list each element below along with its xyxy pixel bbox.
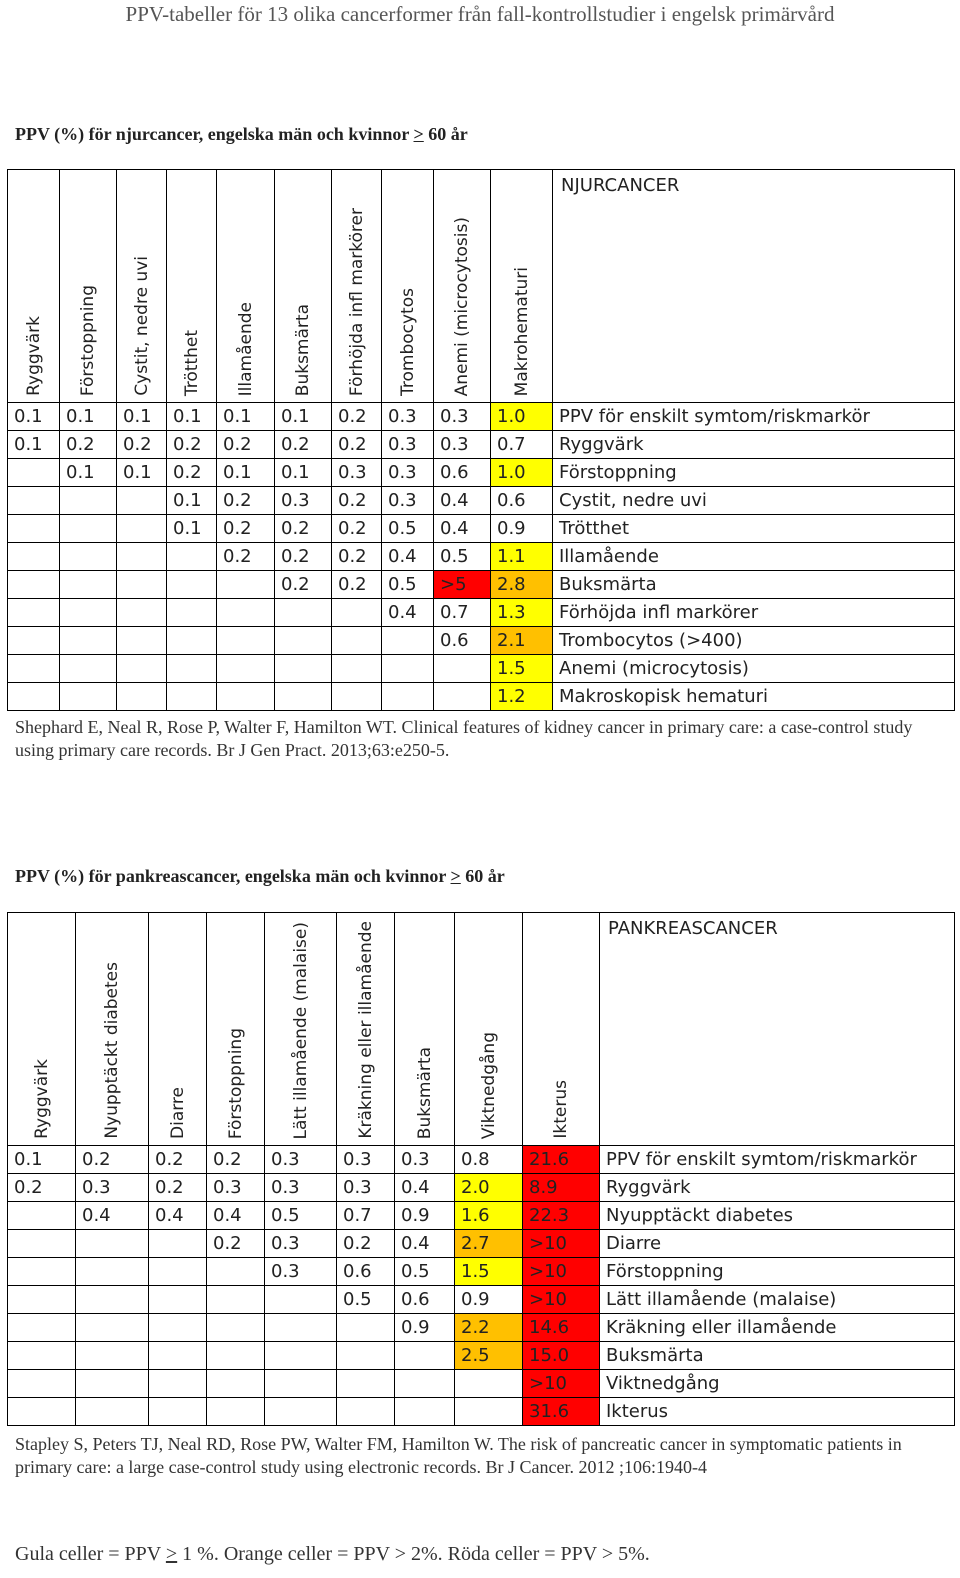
ppv-cell: 22.3 [523,1202,600,1230]
ppv-cell [149,1314,207,1342]
njur-citation: Shephard E, Neal R, Rose P, Walter F, Hamilton WT. Clinical features of kidney cancer in primary care: a case-control study using primary care records. Br J Gen Pract. 2013;63:e250-5. [15,717,913,760]
ppv-cell: 0.1 [117,403,167,431]
ppv-cell [217,627,275,655]
ppv-cell: 0.3 [265,1230,337,1258]
ppv-cell [167,655,217,683]
ppv-cell [8,487,60,515]
ppv-cell [217,655,275,683]
njur-heading-prefix: PPV (%) för njurcancer, engelska män och kvinnor [15,124,414,144]
ppv-cell: 0.1 [8,431,60,459]
table-row [8,683,955,711]
njur-column-header [491,170,553,403]
ppv-cell [8,1286,76,1314]
ppv-cell [149,1230,207,1258]
ppv-cell [60,543,117,571]
ppv-cell [8,1370,76,1398]
ppv-cell [8,1258,76,1286]
ppv-cell [265,1370,337,1398]
ppv-cell [217,683,275,711]
ppv-cell [275,683,332,711]
row-label: Kräkning eller illamående [600,1314,955,1342]
ppv-cell [332,599,382,627]
ppv-cell [8,1314,76,1342]
pankreas-column-header [207,913,265,1146]
njur-table [7,169,955,711]
ppv-cell: 0.6 [434,627,491,655]
legend-suffix: 1 %. Orange celler = PPV > 2%. Röda celler = PPV > 5%. [177,1543,650,1565]
row-label: Lätt illamående (malaise) [600,1286,955,1314]
pankreas-column-header [265,913,337,1146]
ppv-cell: 31.6 [523,1398,600,1426]
ppv-cell: 1.0 [491,459,553,487]
ppv-cell: 0.6 [395,1286,455,1314]
ppv-cell: 0.2 [217,487,275,515]
row-label: Förstoppning [553,459,955,487]
njur-column-label: Anemi (microcytosis) [452,216,472,396]
pankreas-citation: Stapley S, Peters TJ, Neal RD, Rose PW, Walter FM, Hamilton W. The risk of pancreatic cancer in symptomatic patients in primary care: a large case-control study using electronic records. Br J Cancer. 2012 ;106:1940-4 [15,1434,902,1477]
ppv-cell: 0.3 [275,487,332,515]
ppv-cell [149,1286,207,1314]
pankreas-column-label: Viktnedgång [478,1031,499,1139]
ppv-cell [332,627,382,655]
row-label: Förstoppning [600,1258,955,1286]
ppv-cell [8,459,60,487]
ppv-cell: 0.4 [434,515,491,543]
ppv-cell: 21.6 [523,1146,600,1174]
ppv-cell [117,571,167,599]
ppv-cell [60,683,117,711]
ppv-cell: 0.9 [395,1202,455,1230]
table-row [8,459,955,487]
ppv-cell: 0.3 [265,1258,337,1286]
ppv-cell: 0.2 [332,515,382,543]
row-label: Ryggvärk [600,1174,955,1202]
ppv-cell: 0.2 [275,515,332,543]
ppv-cell [76,1286,149,1314]
ppv-cell [332,655,382,683]
ppv-cell: 1.1 [491,543,553,571]
row-label: PPV för enskilt symtom/riskmarkör [553,403,955,431]
ppv-cell [8,1342,76,1370]
njur-column-header [275,170,332,403]
ppv-cell: 0.1 [167,487,217,515]
ppv-cell: 0.4 [382,543,434,571]
ppv-cell [265,1286,337,1314]
pankreas-column-header [149,913,207,1146]
ppv-cell: 0.5 [382,571,434,599]
ppv-cell: 0.3 [337,1146,395,1174]
ppv-cell: 0.5 [434,543,491,571]
pankreas-column-header [8,913,76,1146]
ppv-cell: 0.6 [337,1258,395,1286]
njur-column-label: Illamående [235,301,256,396]
ppv-cell: 0.5 [337,1286,395,1314]
row-label: Nyupptäckt diabetes [600,1202,955,1230]
ppv-cell: 0.5 [395,1258,455,1286]
row-label: Viktnedgång [600,1370,955,1398]
pankreas-heading [15,866,505,887]
ppv-cell: 0.2 [167,431,217,459]
table-row [8,1286,955,1314]
ppv-cell [275,627,332,655]
ppv-cell: 0.3 [382,431,434,459]
ppv-cell: 0.8 [455,1146,523,1174]
table-row [8,1202,955,1230]
table-row [8,599,955,627]
ppv-cell [117,683,167,711]
ppv-cell [217,571,275,599]
ppv-cell: 0.2 [117,431,167,459]
ppv-cell [382,683,434,711]
ppv-cell [117,599,167,627]
pankreas-column-label: Buksmärta [414,1046,435,1139]
ppv-cell [382,627,434,655]
ppv-cell [275,655,332,683]
ppv-cell: 0.1 [275,403,332,431]
ppv-cell: 0.7 [491,431,553,459]
table-row [8,1370,955,1398]
ppv-cell: 0.1 [217,403,275,431]
ppv-cell: 0.3 [337,1174,395,1202]
ppv-cell [8,1202,76,1230]
pankreas-heading-ge: > [450,866,461,886]
ppv-cell [167,543,217,571]
ppv-cell: 0.2 [332,403,382,431]
njur-heading-suffix: 60 år [423,124,468,144]
ppv-cell: 0.6 [434,459,491,487]
ppv-cell [455,1398,523,1426]
ppv-cell: 0.2 [332,431,382,459]
ppv-cell: 0.2 [275,571,332,599]
row-label: Ryggvärk [553,431,955,459]
ppv-cell [117,543,167,571]
ppv-cell: 0.9 [455,1286,523,1314]
ppv-cell [337,1342,395,1370]
njur-column-header [217,170,275,403]
ppv-cell [434,655,491,683]
ppv-cell: 2.0 [455,1174,523,1202]
table-row [8,543,955,571]
ppv-cell: 0.2 [337,1230,395,1258]
ppv-cell: 0.4 [434,487,491,515]
ppv-cell: 0.2 [332,571,382,599]
ppv-cell: 0.2 [60,431,117,459]
ppv-cell: 15.0 [523,1342,600,1370]
ppv-cell: 0.1 [217,459,275,487]
table-row [8,1314,955,1342]
njur-column-header [60,170,117,403]
ppv-cell [149,1258,207,1286]
pankreas-column-header [395,913,455,1146]
ppv-cell: 0.2 [217,431,275,459]
table-row [8,1146,955,1174]
ppv-cell [76,1370,149,1398]
table-row [8,1174,955,1202]
ppv-cell: 0.2 [8,1174,76,1202]
table-row [8,487,955,515]
page-title: PPV-tabeller för 13 olika cancerformer från fall-kontrollstudier i engelsk primärvård [125,2,835,26]
ppv-cell: 0.4 [207,1202,265,1230]
ppv-cell [265,1314,337,1342]
ppv-cell: 0.2 [332,487,382,515]
ppv-cell [8,627,60,655]
ppv-cell [207,1258,265,1286]
njur-column-label: Trombocytos [397,288,418,396]
table-row [8,1258,955,1286]
ppv-cell [117,487,167,515]
pankreas-heading-suffix: 60 år [460,866,505,886]
ppv-cell [455,1370,523,1398]
ppv-cell [8,1398,76,1426]
ppv-cell [76,1314,149,1342]
ppv-cell [382,655,434,683]
ppv-cell [207,1398,265,1426]
ppv-cell [149,1370,207,1398]
njur-column-header [117,170,167,403]
ppv-cell [207,1370,265,1398]
ppv-cell [60,655,117,683]
pankreas-heading-prefix: PPV (%) för pankreascancer, engelska män och kvinnor [15,866,451,886]
ppv-cell [434,683,491,711]
ppv-cell: >10 [523,1258,600,1286]
ppv-cell: 2.5 [455,1342,523,1370]
ppv-cell: 0.2 [207,1146,265,1174]
ppv-cell [337,1370,395,1398]
njur-column-header [8,170,60,403]
ppv-cell: 0.3 [265,1174,337,1202]
row-label: Diarre [600,1230,955,1258]
ppv-cell [207,1342,265,1370]
ppv-cell: 1.3 [491,599,553,627]
pankreas-column-header [337,913,395,1146]
ppv-cell: 0.2 [275,431,332,459]
ppv-cell: 0.1 [60,403,117,431]
ppv-cell: 0.3 [76,1174,149,1202]
ppv-cell [395,1398,455,1426]
ppv-cell: 0.3 [207,1174,265,1202]
row-label: Trombocytos (>400) [553,627,955,655]
ppv-cell: 0.3 [382,403,434,431]
row-label: Anemi (microcytosis) [553,655,955,683]
ppv-cell: 0.3 [382,459,434,487]
njur-column-label: Trötthet [181,329,202,396]
njur-column-label: Buksmärta [293,303,313,396]
ppv-cell [332,683,382,711]
njur-table-title: NJURCANCER [553,170,955,403]
ppv-cell: 0.1 [275,459,332,487]
ppv-cell: >10 [523,1286,600,1314]
row-label: Förhöjda infl markörer [553,599,955,627]
table-row [8,1342,955,1370]
row-label: Makroskopisk hematuri [553,683,955,711]
ppv-cell [149,1342,207,1370]
ppv-cell [395,1370,455,1398]
ppv-cell [167,571,217,599]
ppv-cell [8,571,60,599]
pankreas-column-label: Diarre [167,1087,188,1139]
ppv-cell: 0.7 [337,1202,395,1230]
ppv-cell [8,683,60,711]
ppv-cell [337,1398,395,1426]
row-label: Ikterus [600,1398,955,1426]
row-label: Illamående [553,543,955,571]
ppv-cell: 1.0 [491,403,553,431]
ppv-cell: 0.3 [332,459,382,487]
table-row [8,571,955,599]
ppv-cell [265,1342,337,1370]
ppv-cell: 2.1 [491,627,553,655]
pankreas-column-header [523,913,600,1146]
ppv-cell [60,571,117,599]
ppv-cell [60,487,117,515]
ppv-cell [8,515,60,543]
table-row [8,655,955,683]
njur-column-label: Förhöjda infl markörer [346,207,367,396]
ppv-cell [8,1230,76,1258]
row-label: Buksmärta [553,571,955,599]
ppv-cell: 14.6 [523,1314,600,1342]
ppv-cell: 0.4 [149,1202,207,1230]
ppv-cell: 0.4 [395,1230,455,1258]
ppv-cell: 0.5 [265,1202,337,1230]
ppv-cell [8,599,60,627]
ppv-cell [8,543,60,571]
ppv-cell: 0.1 [117,459,167,487]
ppv-cell [275,599,332,627]
ppv-cell: 0.3 [434,403,491,431]
ppv-cell: 0.2 [217,543,275,571]
pankreas-column-label: Förstoppning [225,1027,246,1139]
color-legend [15,1543,650,1566]
ppv-cell [149,1398,207,1426]
njur-column-header [382,170,434,403]
ppv-cell [76,1230,149,1258]
ppv-cell: 0.1 [8,403,60,431]
legend-ge: > [165,1543,178,1565]
ppv-cell [167,683,217,711]
ppv-cell: 0.2 [149,1174,207,1202]
njur-heading [15,124,468,145]
ppv-cell [76,1258,149,1286]
legend-prefix: Gula celler = PPV [15,1543,166,1565]
pankreas-column-label: Ikterus [551,1080,571,1139]
ppv-cell: 2.8 [491,571,553,599]
ppv-cell: 0.4 [382,599,434,627]
njur-column-label: Makrohematuri [511,266,532,396]
table-row [8,627,955,655]
njur-column-label: Förstoppning [78,284,98,396]
njur-column-header [332,170,382,403]
ppv-cell [337,1314,395,1342]
ppv-cell: >5 [434,571,491,599]
ppv-cell: 1.2 [491,683,553,711]
ppv-cell [117,515,167,543]
ppv-cell: 0.2 [76,1146,149,1174]
ppv-cell: 2.2 [455,1314,523,1342]
ppv-cell: 0.4 [395,1174,455,1202]
row-label: PPV för enskilt symtom/riskmarkör [600,1146,955,1174]
row-label: Buksmärta [600,1342,955,1370]
ppv-cell: 1.6 [455,1202,523,1230]
ppv-cell [76,1398,149,1426]
ppv-cell [395,1342,455,1370]
table-row [8,1230,955,1258]
ppv-cell: 0.1 [167,515,217,543]
pankreas-column-label: Kräkning eller illamående [355,921,376,1139]
pankreas-table [7,912,955,1426]
njur-column-label: Cystit, nedre uvi [131,256,152,396]
ppv-cell: 0.3 [395,1146,455,1174]
ppv-cell: 0.1 [60,459,117,487]
ppv-cell: 0.2 [149,1146,207,1174]
ppv-cell: 0.3 [382,487,434,515]
table-row [8,431,955,459]
ppv-cell [265,1398,337,1426]
ppv-cell [167,627,217,655]
ppv-cell [117,655,167,683]
ppv-cell [60,599,117,627]
ppv-cell: 0.2 [167,459,217,487]
row-label: Cystit, nedre uvi [553,487,955,515]
ppv-cell: 0.9 [395,1314,455,1342]
ppv-cell [8,655,60,683]
ppv-cell: 0.2 [275,543,332,571]
pankreas-table-title: PANKREASCANCER [600,913,955,1146]
ppv-cell [167,599,217,627]
ppv-cell: 1.5 [491,655,553,683]
ppv-cell [76,1342,149,1370]
ppv-cell [217,599,275,627]
ppv-cell: >10 [523,1230,600,1258]
ppv-cell: 0.5 [382,515,434,543]
ppv-cell: 0.9 [491,515,553,543]
ppv-cell [60,515,117,543]
ppv-cell: >10 [523,1370,600,1398]
pankreas-column-label: Lätt illamående (malaise) [290,921,311,1139]
ppv-cell: 0.6 [491,487,553,515]
pankreas-column-header [76,913,149,1146]
njur-column-header [167,170,217,403]
ppv-cell: 0.3 [265,1146,337,1174]
ppv-cell: 0.7 [434,599,491,627]
ppv-cell: 0.1 [8,1146,76,1174]
ppv-cell: 0.2 [217,515,275,543]
pankreas-column-label: Nyupptäckt diabetes [102,962,122,1139]
ppv-cell: 2.7 [455,1230,523,1258]
pankreas-column-label: Ryggvärk [31,1059,52,1139]
njur-heading-ge: > [413,124,424,144]
ppv-cell: 8.9 [523,1174,600,1202]
ppv-cell [207,1314,265,1342]
ppv-cell: 1.5 [455,1258,523,1286]
ppv-cell [60,627,117,655]
table-row [8,1398,955,1426]
ppv-cell: 0.1 [167,403,217,431]
njur-column-header [434,170,491,403]
njur-column-label: Ryggvärk [23,316,44,396]
row-label: Trötthet [553,515,955,543]
ppv-cell [117,627,167,655]
ppv-cell: 0.3 [434,431,491,459]
ppv-cell: 0.4 [76,1202,149,1230]
pankreas-column-header [455,913,523,1146]
table-row [8,515,955,543]
ppv-cell: 0.2 [207,1230,265,1258]
ppv-cell: 0.2 [332,543,382,571]
ppv-cell [207,1286,265,1314]
table-row [8,403,955,431]
